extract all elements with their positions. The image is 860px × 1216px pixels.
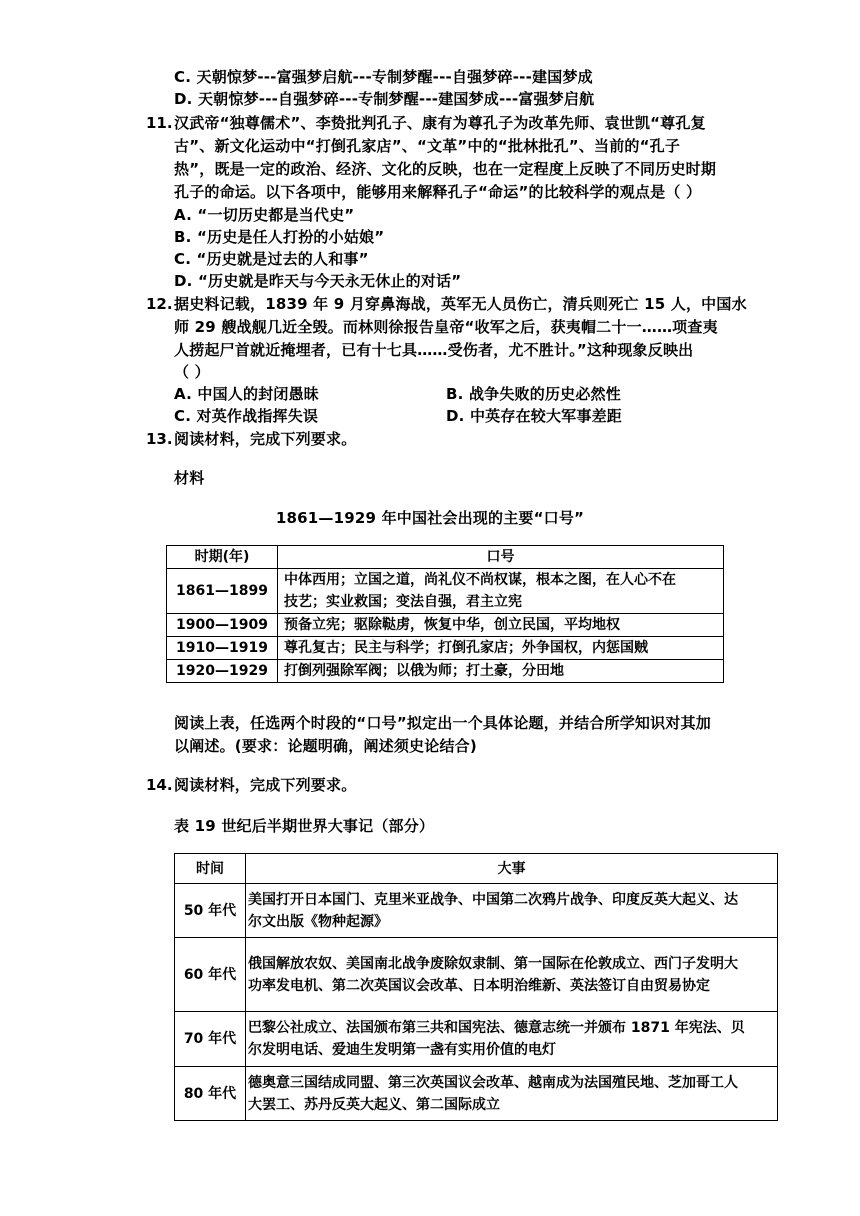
q11-number: 11.	[146, 114, 173, 132]
table-cell-period: 1920—1929	[167, 660, 278, 683]
q12-option-b: B. 战争失败的历史必然性	[446, 385, 621, 403]
table-header-row	[167, 546, 724, 569]
q12-option-a: A. 中国人的封闭愚昧	[174, 385, 320, 403]
event-line: 尔发明电话、爱迪生发明第一盏有实用价值的电灯	[248, 1042, 556, 1058]
table-row	[175, 1067, 778, 1121]
table-row	[167, 614, 724, 637]
table-cell-slogan	[278, 614, 724, 637]
event-line: 尔文出版《物种起源》	[248, 913, 388, 930]
table-cell-period: 1861—1899	[167, 569, 278, 614]
slogan-line: 打倒列强除军阀；以俄为师；打土豪，分田地	[284, 663, 564, 679]
q14-table-title: 表 19 世纪后半期世界大事记（部分）	[174, 817, 435, 835]
table-cell-time: 50 年代	[175, 884, 246, 938]
q13-requirement-line-1: 阅读上表，任选两个时段的“口号”拟定出一个具体论题，并结合所学知识对其加	[174, 714, 711, 732]
table-cell-slogan	[278, 637, 724, 660]
table-cell-time: 60 年代	[175, 938, 246, 1012]
event-line: 大罢工、苏丹反英大起义、第二国际成立	[248, 1096, 500, 1113]
table-row	[167, 660, 724, 683]
q13-table-title: 1861—1929 年中国社会出现的主要“口号”	[275, 509, 585, 527]
q13-stem: 阅读材料，完成下列要求。	[174, 430, 357, 448]
table-cell-events	[246, 1067, 778, 1121]
q13-requirement-line-2: 以阐述。(要求：论题明确，阐述须史论结合)	[174, 737, 477, 755]
q10-option-c: C. 天朝惊梦---富强梦启航---专制梦醒---自强梦碎---建国梦成	[174, 68, 593, 86]
table-header-row	[175, 854, 778, 884]
table-row	[175, 884, 778, 938]
q11-option-a: A. “一切历史都是当代史”	[174, 206, 355, 224]
slogan-line: 技艺；实业救国；变法自强，君主立宪	[284, 594, 522, 610]
table-cell-time: 80 年代	[175, 1067, 246, 1121]
table-header-period: 时期(年)	[167, 546, 278, 569]
q10-option-d: D. 天朝惊梦---自强梦碎---专制梦醒---建国梦成---富强梦启航	[174, 90, 595, 108]
table-cell-slogan	[278, 569, 724, 614]
q13-material-label: 材料	[174, 469, 205, 487]
table-row	[167, 637, 724, 660]
slogan-line: 尊孔复古；民主与科学；打倒孔家店；外争国权，内惩国贼	[284, 640, 648, 656]
q13-number: 13.	[146, 430, 173, 448]
table-cell-events	[246, 1012, 778, 1067]
table-header-slogan: 口号	[278, 546, 724, 569]
q11-stem-line-4: 孔子的命运。以下各项中，能够用来解释孔子“命运”的比较科学的观点是（ ）	[174, 183, 702, 201]
q11-stem-line-2: 古”、新文化运动中“打倒孔家店”、“文革”中的“批林批孔”、当前的“孔子	[174, 137, 681, 155]
table-header-events: 大事	[246, 854, 778, 884]
q11-option-d: D. “历史就是昨天与今天永无休止的对话”	[174, 272, 462, 290]
table-cell-events	[246, 938, 778, 1012]
q11-option-b: B. “历史是任人打扮的小姑娘”	[174, 228, 385, 246]
q11-stem-line-3: 热”，既是一定的政治、经济、文化的反映，也在一定程度上反映了不同历史时期	[174, 160, 717, 178]
q12-stem-line-4: （ ）	[174, 363, 210, 381]
q12-number: 12.	[146, 295, 173, 313]
q12-stem-line-3: 人捞起尸首就近掩埋者，已有十七具……受伤者，尤不胜计。”这种现象反映出	[174, 341, 694, 359]
table-cell-slogan	[278, 660, 724, 683]
table-row	[167, 569, 724, 614]
slogan-line: 预备立宪；驱除鞑虏，恢复中华，创立民国，平均地权	[284, 617, 620, 633]
event-line: 德奥意三国结成同盟、第三次英国议会改革、越南成为法国殖民地、芝加哥工人	[248, 1074, 738, 1091]
slogan-line: 中体西用；立国之道，尚礼仪不尚权谋，根本之图，在人心不在	[284, 572, 676, 588]
q12-stem-line-1: 据史料记载，1839 年 9 月穿鼻海战，英军无人员伤亡，清兵则死亡 15 人，中国水	[174, 295, 747, 313]
table-row	[175, 938, 778, 1012]
q11-option-c: C. “历史就是过去的人和事”	[174, 250, 369, 268]
table-header-time: 时间	[175, 854, 246, 884]
event-line: 美国打开日本国门、克里米亚战争、中国第二次鸦片战争、印度反英大起义、达	[248, 891, 738, 908]
table-cell-time: 70 年代	[175, 1012, 246, 1067]
event-line: 功率发电机、第二次英国议会改革、日本明治维新、英法签订自由贸易协定	[248, 977, 710, 994]
q14-stem: 阅读材料，完成下列要求。	[174, 776, 357, 794]
q12-stem-line-2: 师 29 艘战舰几近全毁。而林则徐报告皇帝“收军之后，获夷帽二十一……项查夷	[174, 318, 718, 336]
event-line: 俄国解放农奴、美国南北战争废除奴隶制、第一国际在伦敦成立、西门子发明大	[248, 955, 738, 972]
table-cell-period: 1910—1919	[167, 637, 278, 660]
table-cell-period: 1900—1909	[167, 614, 278, 637]
q14-events-table	[174, 853, 778, 1121]
q12-option-c: C. 对英作战指挥失误	[174, 407, 319, 425]
event-line: 巴黎公社成立、法国颁布第三共和国宪法、德意志统一并颁布 1871 年宪法、贝	[248, 1020, 745, 1036]
q12-option-d: D. 中英存在较大军事差距	[446, 407, 622, 425]
q14-number: 14.	[146, 776, 173, 794]
table-row	[175, 1012, 778, 1067]
q13-slogan-table	[166, 545, 724, 683]
q11-stem-line-1: 汉武帝“独尊儒术”、李贽批判孔子、康有为尊孔子为改革先师、袁世凯“尊孔复	[174, 114, 706, 132]
table-cell-events	[246, 884, 778, 938]
